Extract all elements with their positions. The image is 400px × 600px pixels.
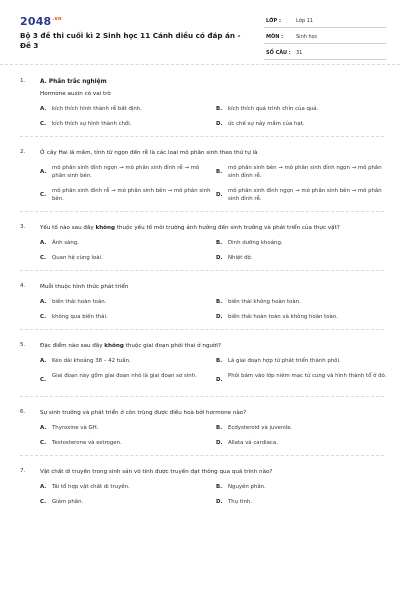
question-divider <box>20 270 384 271</box>
options <box>40 105 384 128</box>
options <box>40 164 384 203</box>
question-number: 3. <box>20 224 26 230</box>
option-d[interactable]: D. Allata và cardiaca. <box>216 440 278 446</box>
option-c[interactable]: C. Giai đoạn này gồm giai đoạn nhỏ là giai đoạn sơ sinh. <box>40 373 197 383</box>
option-c[interactable]: C. Testosterone và estrogen. <box>40 440 122 446</box>
option-a[interactable]: A. Ánh sáng. <box>40 240 79 246</box>
question-list <box>20 78 387 518</box>
question-number: 7. <box>20 468 26 474</box>
question-number: 1. <box>20 78 26 84</box>
question-divider <box>20 329 384 330</box>
question-divider <box>20 455 384 456</box>
options <box>40 357 387 388</box>
question-3 <box>20 224 384 271</box>
meta-question-count: SỐ CÂU : 31 <box>264 47 386 60</box>
question-divider <box>20 136 384 137</box>
question-number: 4. <box>20 283 26 289</box>
question-text: Vật chất di truyền trong sinh sản vô tính được truyền đạt thông qua quá trình nào? <box>40 469 273 475</box>
question-text: Sự sinh trưởng và phát triển ở côn trùng được điều hoà bởi hormone nào? <box>40 410 247 416</box>
option-d[interactable]: D. Nhiệt độ. <box>216 255 253 261</box>
question-number: 2. <box>20 149 26 155</box>
question-2 <box>20 149 384 212</box>
page-title: Bộ 3 đề thi cuối kì 2 Sinh học 11 Cánh diều có đáp án - Đề 3 <box>20 31 241 50</box>
question-5 <box>20 342 387 397</box>
question-text: Ở cây Hai lá mầm, tính từ ngọn đến rễ là các loại mô phân sinh theo thứ tự là <box>40 150 258 156</box>
question-divider <box>20 211 384 212</box>
option-b[interactable]: B. Nguyên phân. <box>216 484 266 490</box>
option-d[interactable]: D. mô phân sinh đỉnh ngọn → mô phân sinh bên → mô phân sinh đỉnh rễ. <box>216 188 382 202</box>
options <box>40 424 384 447</box>
option-b[interactable]: B. biến thái không hoàn toàn. <box>216 299 301 305</box>
option-d[interactable]: D. Phôi bám vào lớp niêm mạc tử cung và hình thành tổ ở đó. <box>216 373 387 383</box>
meta-class: LỚP : Lớp 11 <box>264 15 386 28</box>
question-number: 6. <box>20 409 26 415</box>
meta-subject: MÔN : Sinh học <box>264 31 386 44</box>
site-logo[interactable]: $2048^{.vn}$ <box>20 15 62 28</box>
option-c[interactable]: C. không qua biến thái. <box>40 314 108 320</box>
option-a[interactable]: A. Thyroxine và GH. <box>40 425 99 431</box>
option-b[interactable]: B. Là giai đoạn hợp tử phát triển thành phôi. <box>216 358 341 364</box>
option-d[interactable]: D. Thụ tinh. <box>216 499 252 505</box>
option-b[interactable]: B. Ecdysteroid và juvenile. <box>216 425 293 431</box>
option-a[interactable]: A. Kéo dài khoảng 38 – 42 tuần. <box>40 358 131 364</box>
option-c[interactable]: C. mô phân sinh đỉnh rễ → mô phân sinh bên → mô phân sinh bên. <box>40 188 211 202</box>
option-b[interactable]: B. Dinh dưỡng khoáng. <box>216 240 283 246</box>
option-a[interactable]: A. mô phân sinh đỉnh ngọn → mô phân sinh đỉnh rễ → mô phân sinh bên. <box>40 165 200 179</box>
question-1 <box>20 78 384 137</box>
question-text: Muỗi thuộc hình thức phát triển <box>40 284 129 290</box>
question-7 <box>20 468 384 506</box>
options <box>40 483 384 506</box>
option-c[interactable]: C. kích thích sự hình thành chồi. <box>40 121 132 127</box>
option-a[interactable]: A. Tái tổ hợp vật chất di truyền. <box>40 484 130 490</box>
section-title: A. Phần trắc nghiệm <box>40 79 107 85</box>
question-4 <box>20 283 384 330</box>
question-text: Đặc điểm nào sau đây không thuộc giai đoạn phôi thai ở người? <box>40 343 221 349</box>
page-header <box>14 12 386 64</box>
option-b[interactable]: B. kích thích quá trình chín của quả. <box>216 106 319 112</box>
option-a[interactable]: A. kích thích hình thành rễ bất định. <box>40 106 142 112</box>
option-c[interactable]: C. Giảm phân. <box>40 499 84 505</box>
header-divider <box>0 64 400 65</box>
options <box>40 239 384 262</box>
question-text: Yếu tố nào sau đây không thuộc yếu tố môi trường ảnh hưởng đến sinh trưởng và phát triển của thực vật? <box>40 225 340 231</box>
option-d[interactable]: D. biến thái hoàn toàn và không hoàn toàn. <box>216 314 338 320</box>
option-b[interactable]: B. mô phân sinh bên → mô phân sinh đỉnh ngọn → mô phân sinh đỉnh rễ. <box>216 165 382 179</box>
question-text: Hormone auxin có vai trò <box>40 91 111 97</box>
exam-meta <box>264 15 386 63</box>
option-c[interactable]: C. Quan hệ cùng loài. <box>40 255 103 261</box>
question-6 <box>20 409 384 456</box>
options <box>40 298 384 321</box>
option-a[interactable]: A. biến thái hoàn toàn. <box>40 299 107 305</box>
question-divider <box>20 396 384 397</box>
question-number: 5. <box>20 342 26 348</box>
option-d[interactable]: D. ức chế sự nảy mầm của hạt. <box>216 121 305 127</box>
